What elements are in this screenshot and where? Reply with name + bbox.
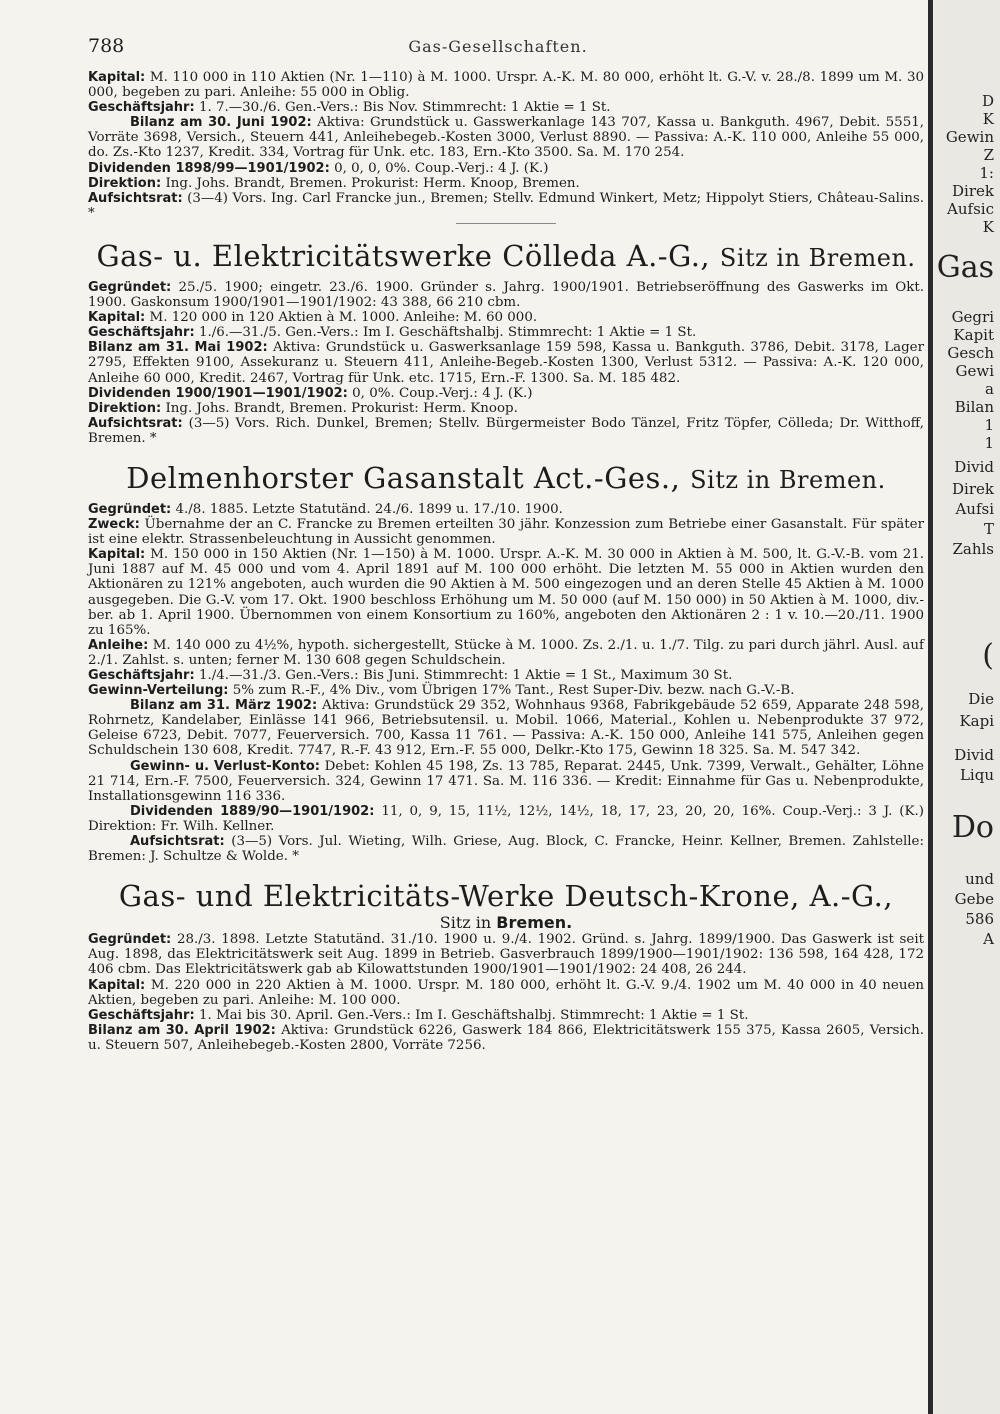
margin-fragment: Gegri (951, 308, 994, 326)
margin-fragment: 1 (984, 434, 994, 452)
margin-fragment: Liqu (959, 766, 994, 784)
entry-line: Zweck: Übernahme der an C. Francke zu Bremen erteilten 30 jähr. Konzession zum Betriebe einer Gasanstalt. Für später ist eine elektr. Strassenbeleuchtung in Aussicht genommen. (88, 517, 924, 548)
entry-separator (456, 223, 556, 224)
margin-fragment: K (982, 218, 994, 236)
entry-line: Dividenden 1889/90—1901/1902: 11, 0, 9, 15, 11½, 12½, 14½, 18, 17, 23, 20, 20, 16%. Coup.-Verj.: 3 J. (K.) Direktion: Fr. Wilh. Kellner. (88, 803, 924, 834)
margin-fragment: Divid (954, 458, 994, 476)
margin-fragment: Gas (936, 250, 994, 285)
entry-title: Delmenhorster Gasanstalt Act.-Ges., Sitz in Bremen. (126, 460, 886, 495)
entry-line: Kapital: M. 220 000 in 220 Aktien à M. 1000. Urspr. M. 180 000, erhöht lt. G.-V. 9./4. 1902 um M. 40 000 in 40 neuen Aktien, begeben zu pari. Anleihe: M. 100 000. (88, 977, 924, 1008)
entry-line: Kapital: M. 110 000 in 110 Aktien (Nr. 1—110) à M. 1000. Urspr. A.-K. M. 80 000, erhöht lt. G.-V. v. 28./8. 1899 um M. 30 000, begeben zu pari. Anleihe: 55 000 in Oblig. (88, 70, 924, 101)
margin-fragment: Divid (954, 746, 994, 764)
entry-title: Gas- und Elektricitäts-Werke Deutsch-Krone, A.-G., (118, 879, 894, 914)
entry-line: Direktion: Ing. Johs. Brandt, Bremen. Prokurist: Herm. Knoop. (88, 400, 518, 416)
company-entry-deutsch-krone (88, 878, 924, 1053)
margin-fragment: Aufsic (947, 200, 994, 218)
entry-line: Bilanz am 30. Juni 1902: Aktiva: Grundstück u. Gasswerkanlage 143 707, Kassa u. Bankguth. 4967, Debit. 5551, Vorräte 3698, Versich., Steuern 441, Anleihebegeb.-Kosten 3000, Verlust 8890. — Passiva: A.-K. 110 000, Anleihe 55 000, do. Zs.-Kto 1237, Kredit. 334, Vortrag für Unk. etc. 183, Ern.-Kto 3500. Sa. M. 170 254. (88, 115, 924, 161)
entry-line: Gegründet: 4./8. 1885. Letzte Statutänd. 24./6. 1899 u. 17./10. 1900. (88, 501, 563, 517)
entry-line: Gegründet: 28./3. 1898. Letzte Statutänd. 31./10. 1900 u. 9./4. 1902. Gründ. s. Jahrg. 1899/1900. Das Gaswerk ist seit Aug. 1898, das Elektricitätswerk seit Aug. 1899 in Betrieb. Gasverbrauch 1899/1900—1901/1902: 136 598, 164 428, 172 406 cbm. Das Elektricitätswerk gab ab Kilowattstunden 1900/1901—1901/1902: 24 408, 26 244. (88, 932, 925, 978)
margin-fragment: K (982, 110, 994, 128)
entry-line: Geschäftsjahr: 1. Mai bis 30. April. Gen.-Vers.: Im I. Geschäftshalbj. Stimmrecht: 1 Aktie = 1 St. (88, 1007, 749, 1023)
entry-line: Kapital: M. 150 000 in 150 Aktien (Nr. 1—150) à M. 1000. Urspr. A.-K. M. 30 000 in Aktien à M. 500, lt. G.-V.-B. vom 21. Juni 1887 auf M. 45 000 und vom 4. April 1891 auf M. 100 000 erhöht. Die letzten M. 55 000 in Aktien wurden den Aktionären zu 121% angeboten, auch wurden die 90 Aktien à M. 500 eingezogen und an deren Stelle 45 Aktien à M. 1000 ausgegeben. Die G.-V. vom 17. Okt. 1900 beschloss Erhöhung um M. 50 000 (auf M. 150 000) in 50 Aktien à M. 1000, div.-ber. ab 1. April 1900. Übernommen von einem Konsortium zu 160%, angeboten den Aktionären 2 : 1 v. 10.—20./11. 1900 zu 165%. (88, 547, 924, 638)
entry-line: Geschäftsjahr: 1. 7.—30./6. Gen.-Vers.: Bis Nov. Stimmrecht: 1 Aktie = 1 St. (88, 100, 611, 116)
margin-fragment: D (981, 92, 994, 110)
margin-fragment: Gesch (947, 344, 994, 362)
margin-fragment: 586 (965, 910, 994, 928)
page-number: 788 (88, 35, 125, 57)
margin-fragment: a (985, 380, 994, 398)
margin-fragment: Direk (952, 182, 994, 200)
margin-fragment: Aufsi (955, 500, 994, 518)
company-entry-coelleda (88, 238, 924, 446)
margin-fragment: Kapit (953, 326, 994, 344)
entry-line: Gewinn-Verteilung: 5% zum R.-F., 4% Div., vom Übrigen 17% Tant., Rest Super-Div. bezw. nach G.-V.-B. (88, 683, 795, 699)
margin-fragment: 1 (984, 416, 994, 434)
margin-fragment: Zahls (952, 540, 994, 558)
entry-line: Gewinn- u. Verlust-Konto: Debet: Kohlen 45 198, Zs. 13 785, Reparat. 2445, Unk. 7399, Verwalt., Gehälter, Löhne 21 714, Ern.-F. 7500, Feuerversich. 324, Gewinn 17 471. Sa. M. 116 336. — Kredit: Einnahme für Gas u. Nebenprodukte, Installationsgewinn 116 336. (88, 758, 924, 804)
margin-fragment: und (965, 870, 994, 888)
entry-line: Kapital: M. 120 000 in 120 Aktien à M. 1000. Anleihe: M. 60 000. (88, 310, 538, 326)
margin-fragment: T (983, 520, 994, 538)
margin-fragment: Direk (952, 480, 994, 498)
company-entry-delmenhorst (88, 460, 924, 864)
entry-line: Dividenden 1900/1901—1901/1902: 0, 0%. Coup.-Verj.: 4 J. (K.) (88, 385, 533, 401)
entry-line: Aufsichtsrat: (3—4) Vors. Ing. Carl Francke jun., Bremen; Stellv. Edmund Winkert, Metz; Hippolyt Stiers, Château-Salins. * (88, 190, 924, 221)
entry-line: Gegründet: 25./5. 1900; eingetr. 23./6. 1900. Gründer s. Jahrg. 1900/1901. Betriebseröffnung des Gaswerks im Okt. 1900. Gaskonsum 1900/1901—1901/1902: 43 388, 66 210 cbm. (88, 279, 924, 311)
margin-fragment: Gewin (945, 128, 994, 146)
entry-line: Dividenden 1898/99—1901/1902: 0, 0, 0, 0%. Coup.-Verj.: 4 J. (K.) (88, 160, 549, 176)
margin-fragment: Kapi (959, 712, 994, 730)
entry-line: Aufsichtsrat: (3—5) Vors. Rich. Dunkel, Bremen; Stellv. Bürgermeister Bodo Tänzel, Fritz Töpfer, Cölleda; Dr. Witthoff, Bremen. * (88, 415, 924, 446)
margin-fragment: A (983, 930, 994, 948)
margin-fragment: ( (982, 638, 994, 673)
margin-fragment: Die (968, 690, 994, 708)
entry-subtitle: Sitz in Bremen. (439, 913, 573, 933)
entry-line: Aufsichtsrat: (3—5) Vors. Jul. Wieting, Wilh. Griese, Aug. Block, C. Francke, Heinr. Kellner, Bremen. Zahlstelle: Bremen: J. Schultze & Wolde. * (88, 834, 924, 865)
margin-fragment: Z (983, 146, 994, 164)
entry-line: Geschäftsjahr: 1./6.—31./5. Gen.-Vers.: Im I. Geschäftshalbj. Stimmrecht: 1 Aktie = 1 St. (88, 325, 697, 341)
margin-fragment: Bilan (954, 398, 994, 416)
page-header (88, 35, 908, 59)
entry-line: Bilanz am 31. Mai 1902: Aktiva: Grundstück u. Gaswerksanlage 159 598, Kassa u. Bankguth. 3786, Debit. 3178, Lager 2795, Effekten 9100, Assekuranz u. Steuern 411, Anleihe-Begeb.-Kosten 1300, Verlust 5312. — Passiva: A.-K. 120 000, Anleihe 60 000, Kredit. 2467, Vortrag für Unk. etc. 1715, Ern.-F. 1300. Sa. M. 185 482. (88, 340, 924, 386)
entry-line: Bilanz am 31. März 1902: Aktiva: Grundstück 29 352, Wohnhaus 9368, Fabrikgebäude 52 659, Apparate 248 598, Rohrnetz, Kandelaber, Einlässe 141 966, Betriebsutensil. u. Mobil. 1066, Material., Kohlen u. Nebenprodukte 37 972, Geleise 6723, Debit. 7077, Feuerversich. 700, Kassa 11 761. — Passiva: A.-K. 150 000, Anleihe 141 575, Anleihen gegen Schuldschein 130 608, Kredit. 7747, R.-F. 43 912, Ern.-F. 55 000, Delkr.-Kto 175, Gewinn 18 325. Sa. M. 547 342. (88, 698, 924, 759)
entry-line: Direktion: Ing. Johs. Brandt, Bremen. Prokurist: Herm. Knoop, Bremen. (88, 175, 580, 191)
entry-line: Geschäftsjahr: 1./4.—31./3. Gen.-Vers.: Bis Juni. Stimmrecht: 1 Aktie = 1 St., Maximum 30 St. (88, 668, 733, 683)
entry-line: Anleihe: M. 140 000 zu 4½%, hypoth. sichergestellt, Stücke à M. 1000. Zs. 2./1. u. 1./7. Tilg. zu pari durch jährl. Ausl. auf 2./1. Zahlst. s. unten; ferner M. 130 608 gegen Schuldschein. (88, 637, 924, 668)
margin-fragment: 1: (979, 164, 994, 182)
page-gutter-rule (928, 0, 933, 1414)
entry-line: Bilanz am 30. April 1902: Aktiva: Grundstück 6226, Gaswerk 184 866, Elektricitätswerk 155 375, Kassa 2605, Versich. u. Steuern 507, Anleihebegeb.-Kosten 2800, Vorräte 7256. (88, 1022, 925, 1053)
running-title: Gas-Gesellschaften. (408, 37, 588, 56)
adjacent-page-margin (934, 0, 1000, 1414)
page-content (88, 70, 924, 1067)
margin-fragment: Gewi (955, 362, 994, 380)
margin-fragment: Gebe (954, 890, 994, 908)
company-entry-continued (88, 70, 924, 224)
entry-title: Gas- u. Elektricitätswerke Cölleda A.-G., Sitz in Bremen. (96, 238, 916, 273)
margin-fragment: Do (951, 810, 994, 845)
